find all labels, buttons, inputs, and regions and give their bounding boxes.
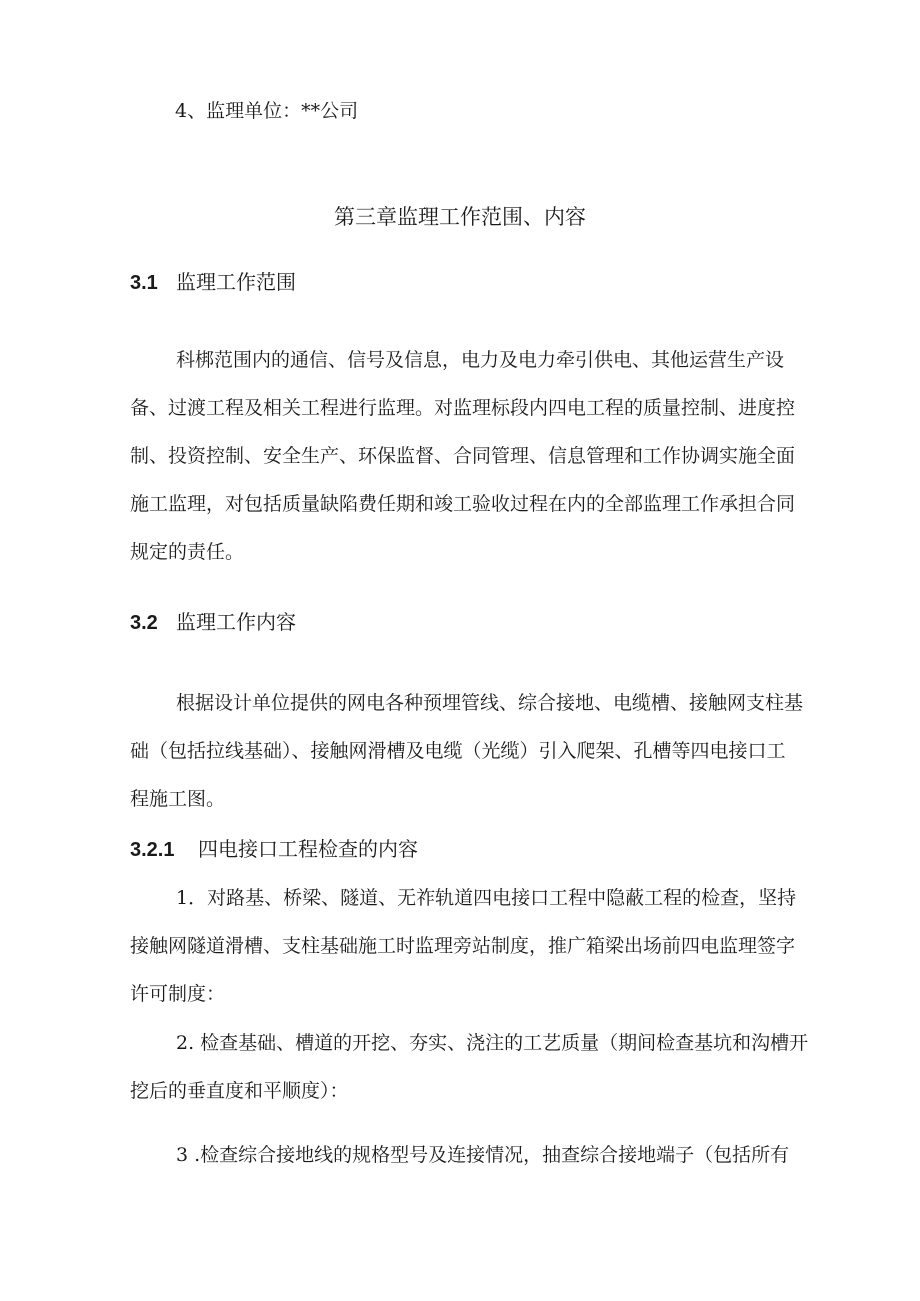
inspection-item-3	[130, 1143, 830, 1191]
inspection-item-1	[130, 886, 830, 1030]
section-title: 监理工作范围	[176, 270, 296, 294]
section-number: 3.1	[130, 272, 158, 294]
chapter-title: 第三章监理工作范围、内容	[334, 205, 586, 229]
supervision-unit-line: 4、监理单位：**公司	[175, 100, 359, 122]
paragraph-line: 3 .检查综合接地线的规格型号及连接情况，抽查综合接地端子（包括所有	[176, 1144, 790, 1166]
section-title: 四电接口工程检查的内容	[198, 837, 418, 861]
paragraph-line: 备、过渡工程及相关工程进行监理。对监理标段内四电工程的质量控制、进度控	[130, 397, 796, 419]
section-heading-3-2-1	[130, 836, 418, 863]
paragraph-line: 施工监理，对包括质量缺陷费任期和竣工验收过程在内的全部监理工作承担合同	[130, 493, 796, 515]
paragraph-line: 程施工图。	[130, 788, 226, 810]
section-heading-3-1	[130, 269, 296, 296]
paragraph-line: 制、投资控制、安全生产、环保监督、合同管理、信息管理和工作协调实施全面	[130, 445, 796, 467]
section-number: 3.2	[130, 612, 158, 634]
paragraph-line: 础（包括拉线基础）、接触网滑槽及电缆（光缆）引入爬架、孔槽等四电接口工	[130, 740, 786, 762]
paragraph-line: 根据设计单位提供的网电各种预埋管线、综合接地、电缆槽、接触网支柱基	[176, 692, 804, 714]
section-number: 3.2.1	[130, 839, 175, 861]
paragraph-line: 1．对路基、桥梁、隧道、无祚轨道四电接口工程中隐蔽工程的检查，坚持	[176, 887, 797, 909]
paragraph-line: 2. 检查基础、槽道的开挖、夯实、浇注的工艺质量（期间检查基坑和沟槽开	[176, 1032, 809, 1054]
paragraph-line: 挖后的垂直度和平顺度）：	[130, 1080, 349, 1102]
paragraph-line: 规定的责任。	[130, 541, 245, 563]
section-heading-3-2	[130, 609, 296, 636]
section-title: 监理工作内容	[176, 610, 296, 634]
paragraph-line: 许可制度：	[130, 983, 226, 1005]
paragraph-line: 接触网隧道滑槽、支柱基础施工时监理旁站制度，推广箱梁出场前四电监理签字	[130, 935, 796, 957]
paragraph-line: 科梆范围内的通信、信号及信息，电力及电力牵引供电、其他运营生产设	[176, 349, 785, 371]
scope-paragraph	[130, 348, 830, 588]
content-paragraph	[130, 691, 830, 835]
inspection-item-2	[130, 1031, 830, 1127]
